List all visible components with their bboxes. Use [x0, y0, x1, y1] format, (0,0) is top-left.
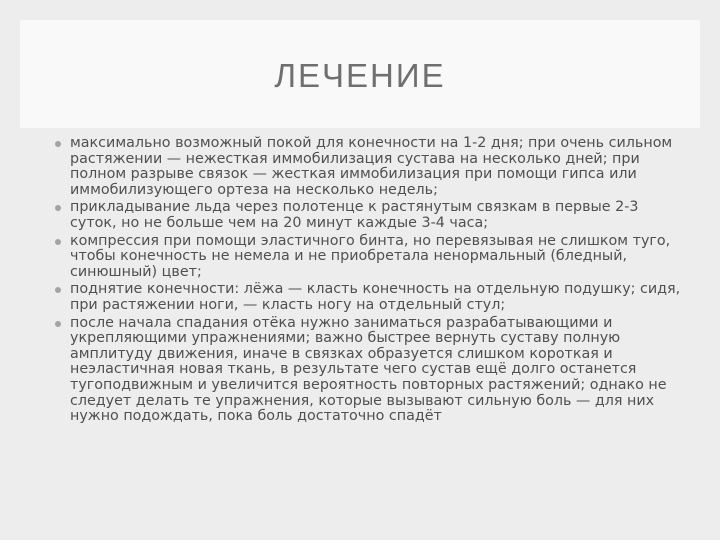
list-item	[52, 234, 688, 281]
title-panel	[20, 20, 700, 128]
list-item-text: максимально возможный покой для конечности на 1-2 дня; при очень сильном растяжении — нежесткая иммобилизация сустава на несколько дней; при полном разрыве связок — жесткая иммобилизация при помощи гипса или иммобилизующего ортеза на несколько недель;	[70, 135, 673, 198]
list-item	[52, 136, 688, 198]
bullet-icon	[55, 239, 61, 245]
list-item-text: прикладывание льда через полотенце к растянутым связкам в первые 2-3 суток, но не больше чем на 20 минут каждые 3-4 часа;	[70, 199, 639, 231]
list-item-text: после начала спадания отёка нужно заниматься разрабатывающими и укрепляющими упражнениями; важно быстрее вернуть суставу полную амплитуду движения, иначе в связках образуется слишком короткая и неэластичная новая ткань, в результате чего сустав ещё долго останется тугоподвижным и увеличится вероятность повторных растяжений; однако не следует делать те упражнения, которые вызывают сильную боль — для них нужно подождать, пока боль достаточно спадёт	[70, 314, 667, 425]
slide-title: ЛЕЧЕНИЕ	[274, 57, 446, 94]
bullet-icon	[55, 321, 61, 327]
list-item	[52, 200, 688, 231]
list-item-text: компрессия при помощи эластичного бинта, но перевязывая не слишком туго, чтобы конечность не немела и не приобретала ненормальный (бледный, синюшный) цвет;	[70, 232, 671, 280]
bullet-icon	[55, 141, 61, 147]
list-item-text: поднятие конечности: лёжа — класть конечность на отдельную подушку; сидя, при растяжении ноги, — класть ногу на отдельный стул;	[70, 281, 681, 313]
bullet-icon	[55, 205, 61, 211]
list-item	[52, 282, 688, 313]
bullet-list	[52, 136, 688, 427]
bullet-icon	[55, 287, 61, 293]
list-item	[52, 316, 688, 425]
